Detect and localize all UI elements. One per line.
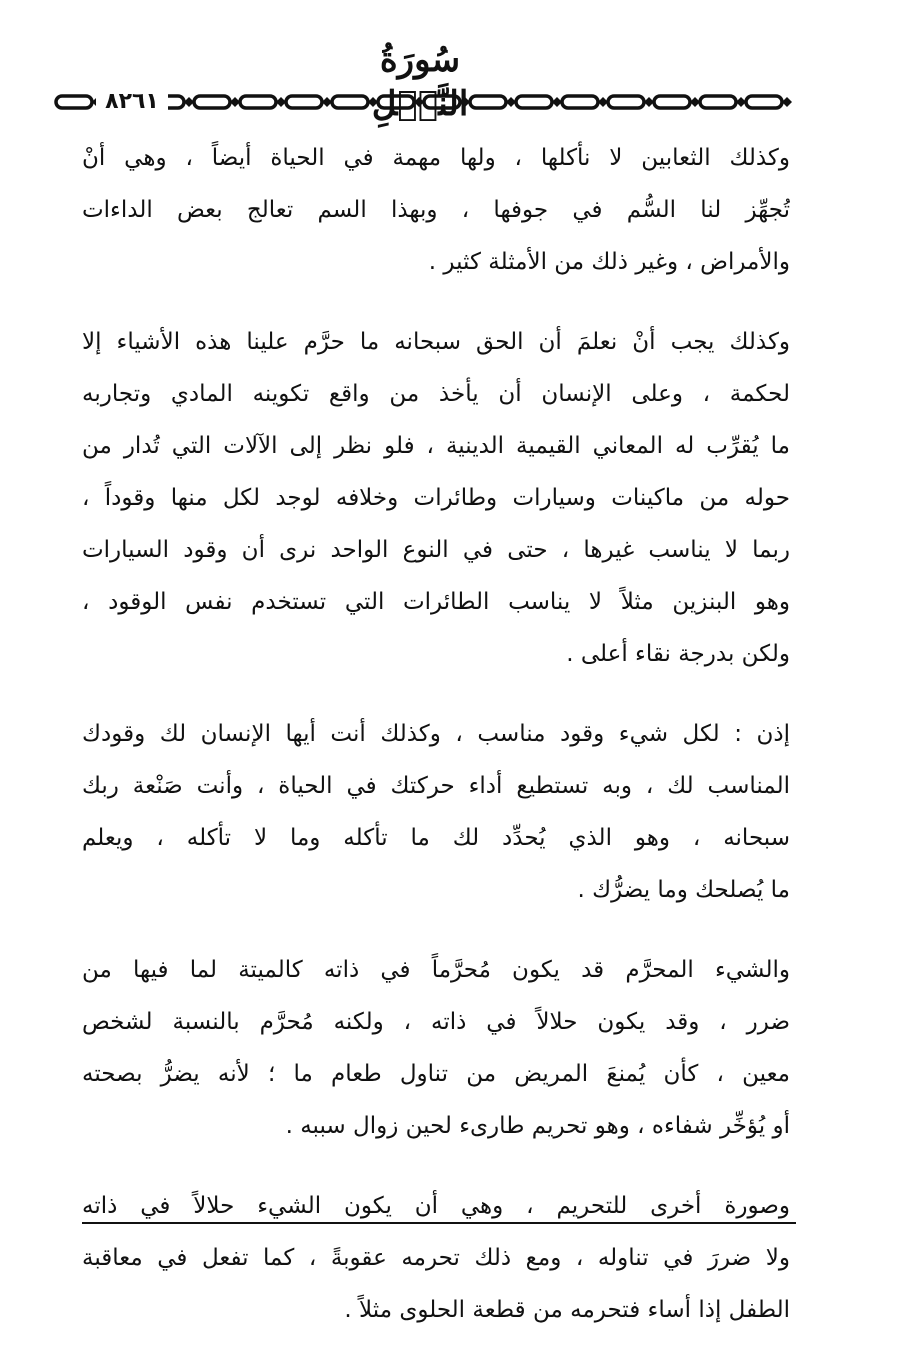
chain-link (194, 96, 230, 108)
text-line: حوله من ماكينات وسيارات وطائرات وخلافه لوجد لكل منها وقوداً ، (82, 485, 790, 511)
chain-link (608, 96, 644, 108)
body-text (82, 132, 790, 1364)
text-line: إذن : لكل شيء وقود مناسب ، وكذلك أنت أيها الإنسان لك وقودك (82, 721, 790, 747)
text-line: وكذلك الثعابين لا نأكلها ، ولها مهمة في الحياة أيضاً ، وهي أنْ (82, 145, 790, 171)
text-line: سبحانه ، وهو الذي يُحدِّد لك ما تأكله وما لا تأكله ، ويعلم (82, 825, 790, 851)
page-number: ٨٢٦١ (96, 88, 168, 116)
chain-link (240, 96, 276, 108)
paragraph (82, 944, 790, 1152)
text-line: وكذلك يجب أنْ نعلمَ أن الحق سبحانه ما حرَّم علينا هذه الأشياء إلا (82, 329, 790, 355)
text-line: وهو البنزين مثلاً لا يناسب الطائرات التي تستخدم نفس الوقود ، (82, 589, 790, 615)
ornamental-chain-border (54, 88, 814, 116)
chain-link (332, 96, 368, 108)
chain-diamond (782, 97, 792, 107)
text-line: المناسب لك ، وبه تستطيع أداء حركتك في الحياة ، وأنت صَنْعة ربك (82, 773, 790, 799)
chain-link (746, 96, 782, 108)
paragraph (82, 708, 790, 916)
text-line: ولا ضررَ في تناوله ، ومع ذلك تحرمه عقوبةً ، كما تفعل في معاقبة (82, 1245, 790, 1271)
text-line: ربما لا يناسب غيرها ، حتى في النوع الواحد نرى أن وقود السيارات (82, 537, 790, 563)
text-line: ولكن بدرجة نقاء أعلى . (566, 641, 790, 667)
text-line: الطفل إذا أساء فتحرمه من قطعة الحلوى مثلاً . (344, 1297, 790, 1323)
paragraph (82, 1180, 790, 1336)
text-line: أو يُؤخِّر شفاءه ، وهو تحريم طارىء لحين زوال سببه . (285, 1113, 790, 1139)
chain-link (654, 96, 690, 108)
surah-title: سُورَةُ (379, 40, 461, 80)
paragraph (82, 132, 790, 288)
chain-link (56, 96, 92, 108)
text-line: معين ، كأن يُمنعَ المريض من تناول طعام ما ؛ لأنه يضرُّ بصحته (82, 1061, 790, 1087)
text-line: لحكمة ، وعلى الإنسان أن يأخذ من واقع تكوينه المادي وتجاربه (82, 381, 790, 407)
text-line: وصورة أخرى للتحريم ، وهي أن يكون الشيء حلالاً في ذاته (82, 1193, 790, 1219)
chain-link (424, 96, 460, 108)
text-line: تُجهِّز لنا السُّم في جوفها ، وبهذا السم تعالج بعض الداءات (82, 197, 790, 223)
text-line: ما يُصلحك وما يضرُّك . (577, 877, 790, 903)
footer-rule (82, 1222, 796, 1224)
chain-link (700, 96, 736, 108)
paragraph (82, 316, 790, 680)
chain-link (470, 96, 506, 108)
chain-link (286, 96, 322, 108)
chain-link (516, 96, 552, 108)
text-line: والشيء المحرَّم قد يكون مُحرَّماً في ذاته كالميتة لما فيها من (82, 957, 790, 983)
chain-link (378, 96, 414, 108)
text-line: ما يُقرِّب له المعاني القيمية الدينية ، فلو نظر إلى الآلات التي تُدار من (82, 433, 790, 459)
chain-link (562, 96, 598, 108)
text-line: ضرر ، وقد يكون حلالاً في ذاته ، ولكنه مُحرَّم بالنسبة لشخص (82, 1009, 790, 1035)
text-line: والأمراض ، وغير ذلك من الأمثلة كثير . (428, 249, 790, 275)
